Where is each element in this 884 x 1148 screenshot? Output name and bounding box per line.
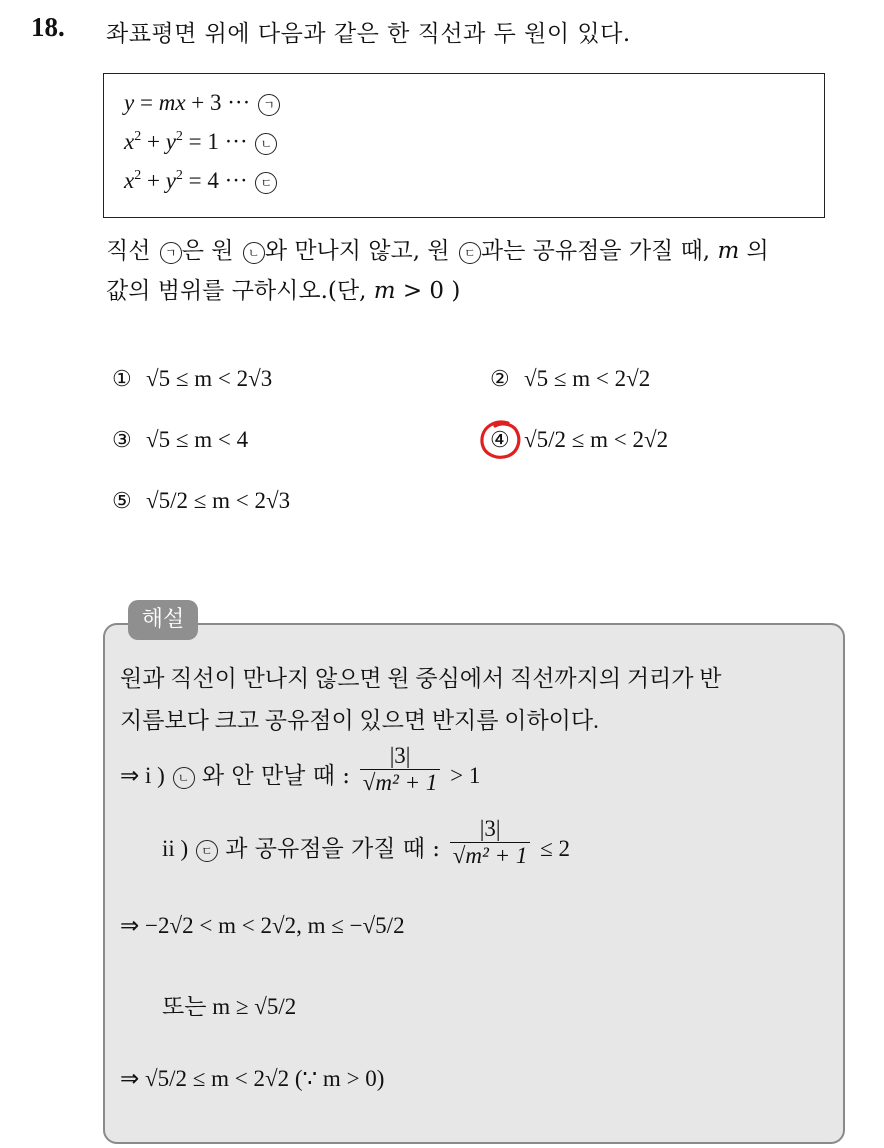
solution-final: ⇒ √5/2 ≤ m < 2√2 (∵ m > 0): [120, 1066, 385, 1091]
choice-5-text: √5/2 ≤ m < 2√3: [146, 488, 291, 513]
equation-line: $x^2 + y^2 = 1$ ··· ㄴ: [124, 129, 277, 155]
marker-giyeok: ㄱ: [258, 94, 280, 116]
distance-fraction: $\frac{|3|}{\text{√m² + 1}}$: [360, 743, 441, 796]
solution-line-2: 지름보다 크고 공유점이 있으면 반지름 이하이다.: [120, 708, 599, 733]
marker-digeut: ㄷ: [255, 172, 277, 194]
choice-3-text: √5 ≤ m < 4: [146, 427, 249, 452]
marker-nieun: ㄴ: [243, 242, 265, 264]
solution-result-2: 또는 m ≥ √5/2: [162, 994, 297, 1020]
solution-label: 해설: [128, 600, 198, 640]
marker-giyeok: ㄱ: [160, 242, 182, 264]
choice-2[interactable]: ② √5 ≤ m < 2√2: [490, 366, 651, 391]
choice-4-text: √5/2 ≤ m < 2√2: [524, 427, 669, 452]
choice-1-text: √5 ≤ m < 2√3: [146, 366, 273, 391]
equation-box: [103, 73, 825, 218]
distance-fraction: $\frac{|3|}{\text{√m² + 1}}$: [450, 816, 531, 869]
choice-1[interactable]: ① √5 ≤ m < 2√3: [112, 366, 273, 391]
equation-line: y = mx + 3 ··· ㄱ: [124, 90, 280, 116]
choice-2-text: √5 ≤ m < 2√2: [524, 366, 651, 391]
solution-result-1: ⇒ −2√2 < m < 2√2, m ≤ −√5/2: [120, 913, 405, 938]
marker-nieun: ㄴ: [173, 767, 195, 789]
choice-3[interactable]: ③ √5 ≤ m < 4: [112, 427, 249, 452]
condition-line-1: 직선 ㄱ 은 원 ㄴ 와 만나지 않고, 원 ㄷ 과는 공유점을 가질 때, m 의: [106, 238, 769, 264]
solution-case-2: ii ) ㄷ 과 공유점을 가질 때 : $\frac{|3|}{\text{√m² + 1}}$ ≤ 2: [162, 816, 571, 869]
choice-4[interactable]: ④ √5/2 ≤ m < 2√2: [490, 427, 669, 452]
solution-line-1: 원과 직선이 만나지 않으면 원 중심에서 직선까지의 거리가 반: [120, 666, 722, 691]
question-number: 18.: [31, 12, 65, 42]
equation-line: $x^2 + y^2 = 4$ ··· ㄷ: [124, 168, 277, 194]
solution-case-1: ⇒ i ) ㄴ 와 안 만날 때 : $\frac{|3|}{\text{√m² + 1}}$ > 1: [120, 743, 481, 796]
answer-mark-circle: [478, 418, 524, 462]
choice-5[interactable]: ⑤ √5/2 ≤ m < 2√3: [112, 488, 291, 513]
marker-nieun: ㄴ: [255, 133, 277, 155]
marker-digeut: ㄷ: [459, 242, 481, 264]
question-stem: 좌표평면 위에 다음과 같은 한 직선과 두 원이 있다.: [106, 21, 631, 47]
condition-line-2: 값의 범위를 구하시오.(단, m > 0 ): [106, 278, 461, 304]
marker-digeut: ㄷ: [196, 840, 218, 862]
